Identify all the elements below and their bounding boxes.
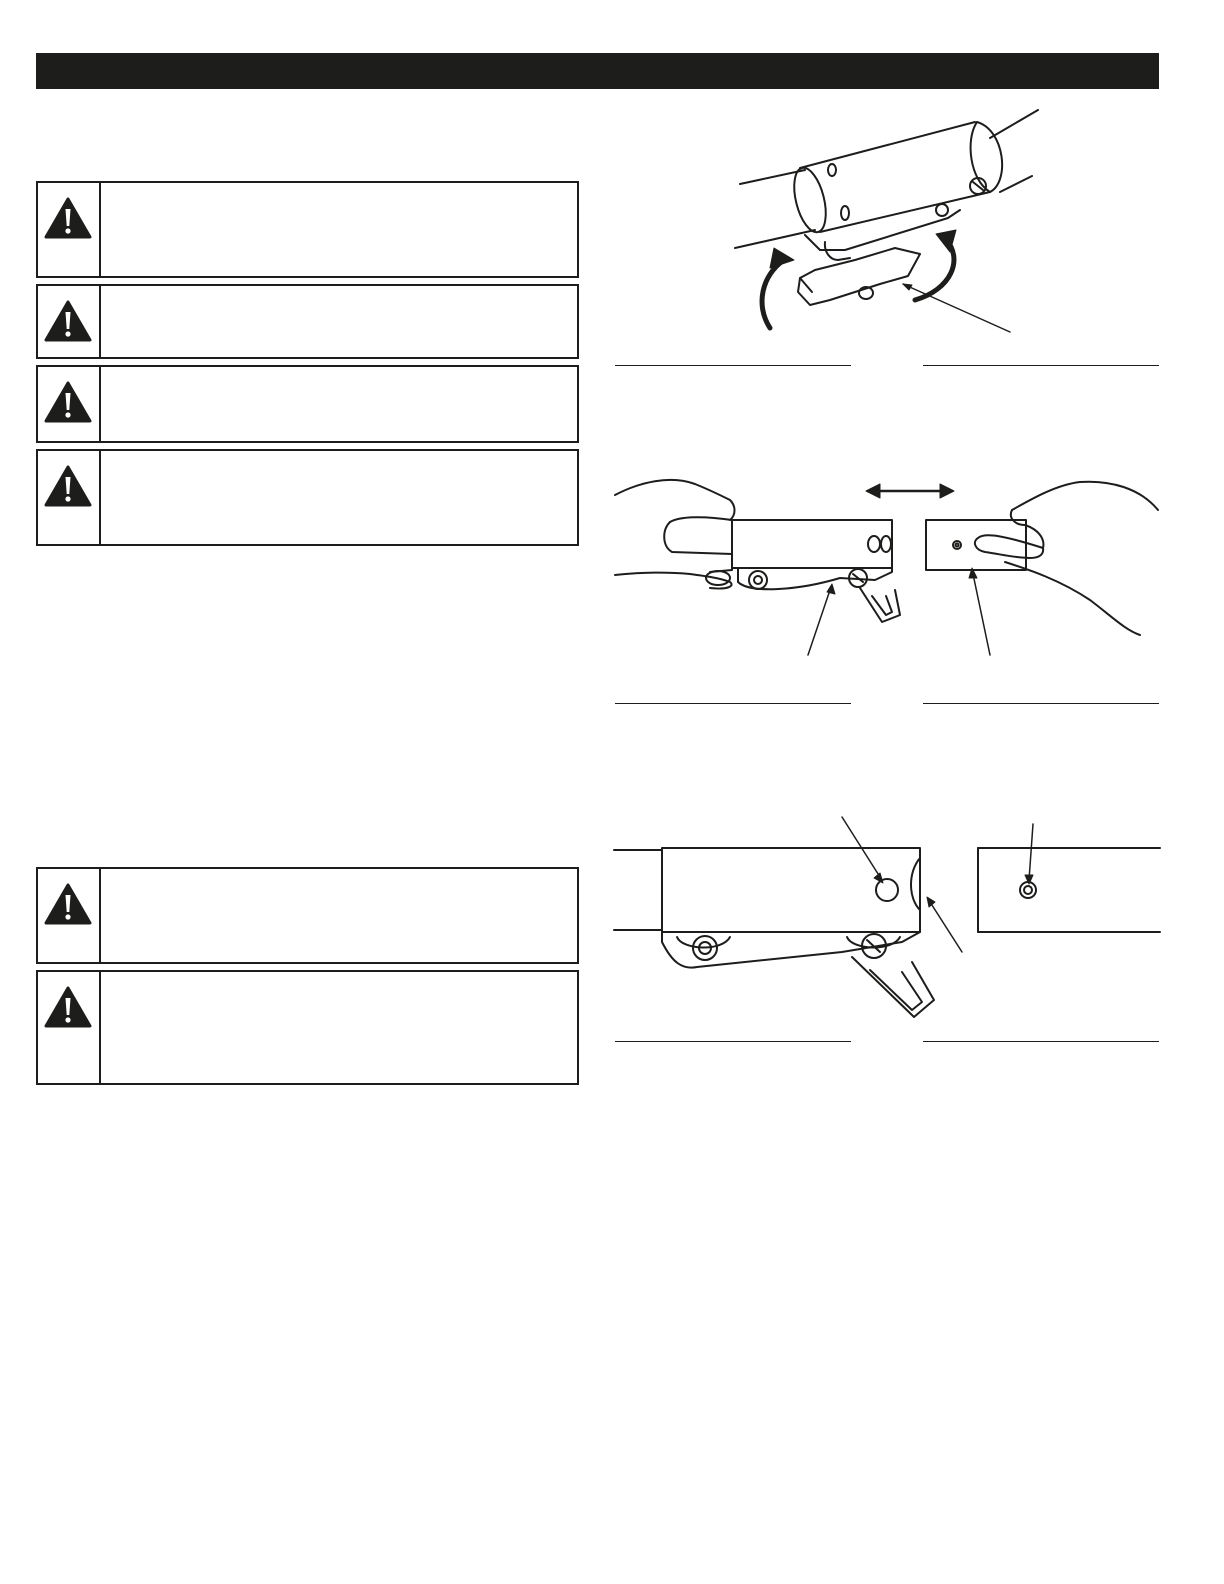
coupler-detail-illustration xyxy=(612,812,1162,1027)
warning-triangle-icon xyxy=(44,300,92,342)
warning-box xyxy=(36,449,579,546)
warning-triangle-icon xyxy=(44,381,92,423)
warning-box xyxy=(36,365,579,443)
caption-rule xyxy=(923,703,1159,704)
warning-icon-cell xyxy=(38,183,101,276)
caption-rule xyxy=(615,703,851,704)
coupler-knob-illustration xyxy=(720,100,1050,345)
caption-rule xyxy=(923,365,1159,366)
warning-triangle-icon xyxy=(44,197,92,239)
warning-box xyxy=(36,867,579,964)
warning-triangle-icon xyxy=(44,883,92,925)
warning-box xyxy=(36,970,579,1085)
caption-rule xyxy=(923,1041,1159,1042)
warning-icon-cell xyxy=(38,367,101,441)
warning-icon-cell xyxy=(38,451,101,544)
warning-icon-cell xyxy=(38,972,101,1083)
caption-rule xyxy=(615,365,851,366)
caption-rule xyxy=(615,1041,851,1042)
section-header-bar xyxy=(36,53,1159,89)
warning-icon-cell xyxy=(38,869,101,962)
warning-triangle-icon xyxy=(44,465,92,507)
warning-box xyxy=(36,284,579,359)
warning-icon-cell xyxy=(38,286,101,357)
shaft-insertion-illustration xyxy=(610,470,1170,665)
warning-box xyxy=(36,181,579,278)
warning-triangle-icon xyxy=(44,986,92,1028)
